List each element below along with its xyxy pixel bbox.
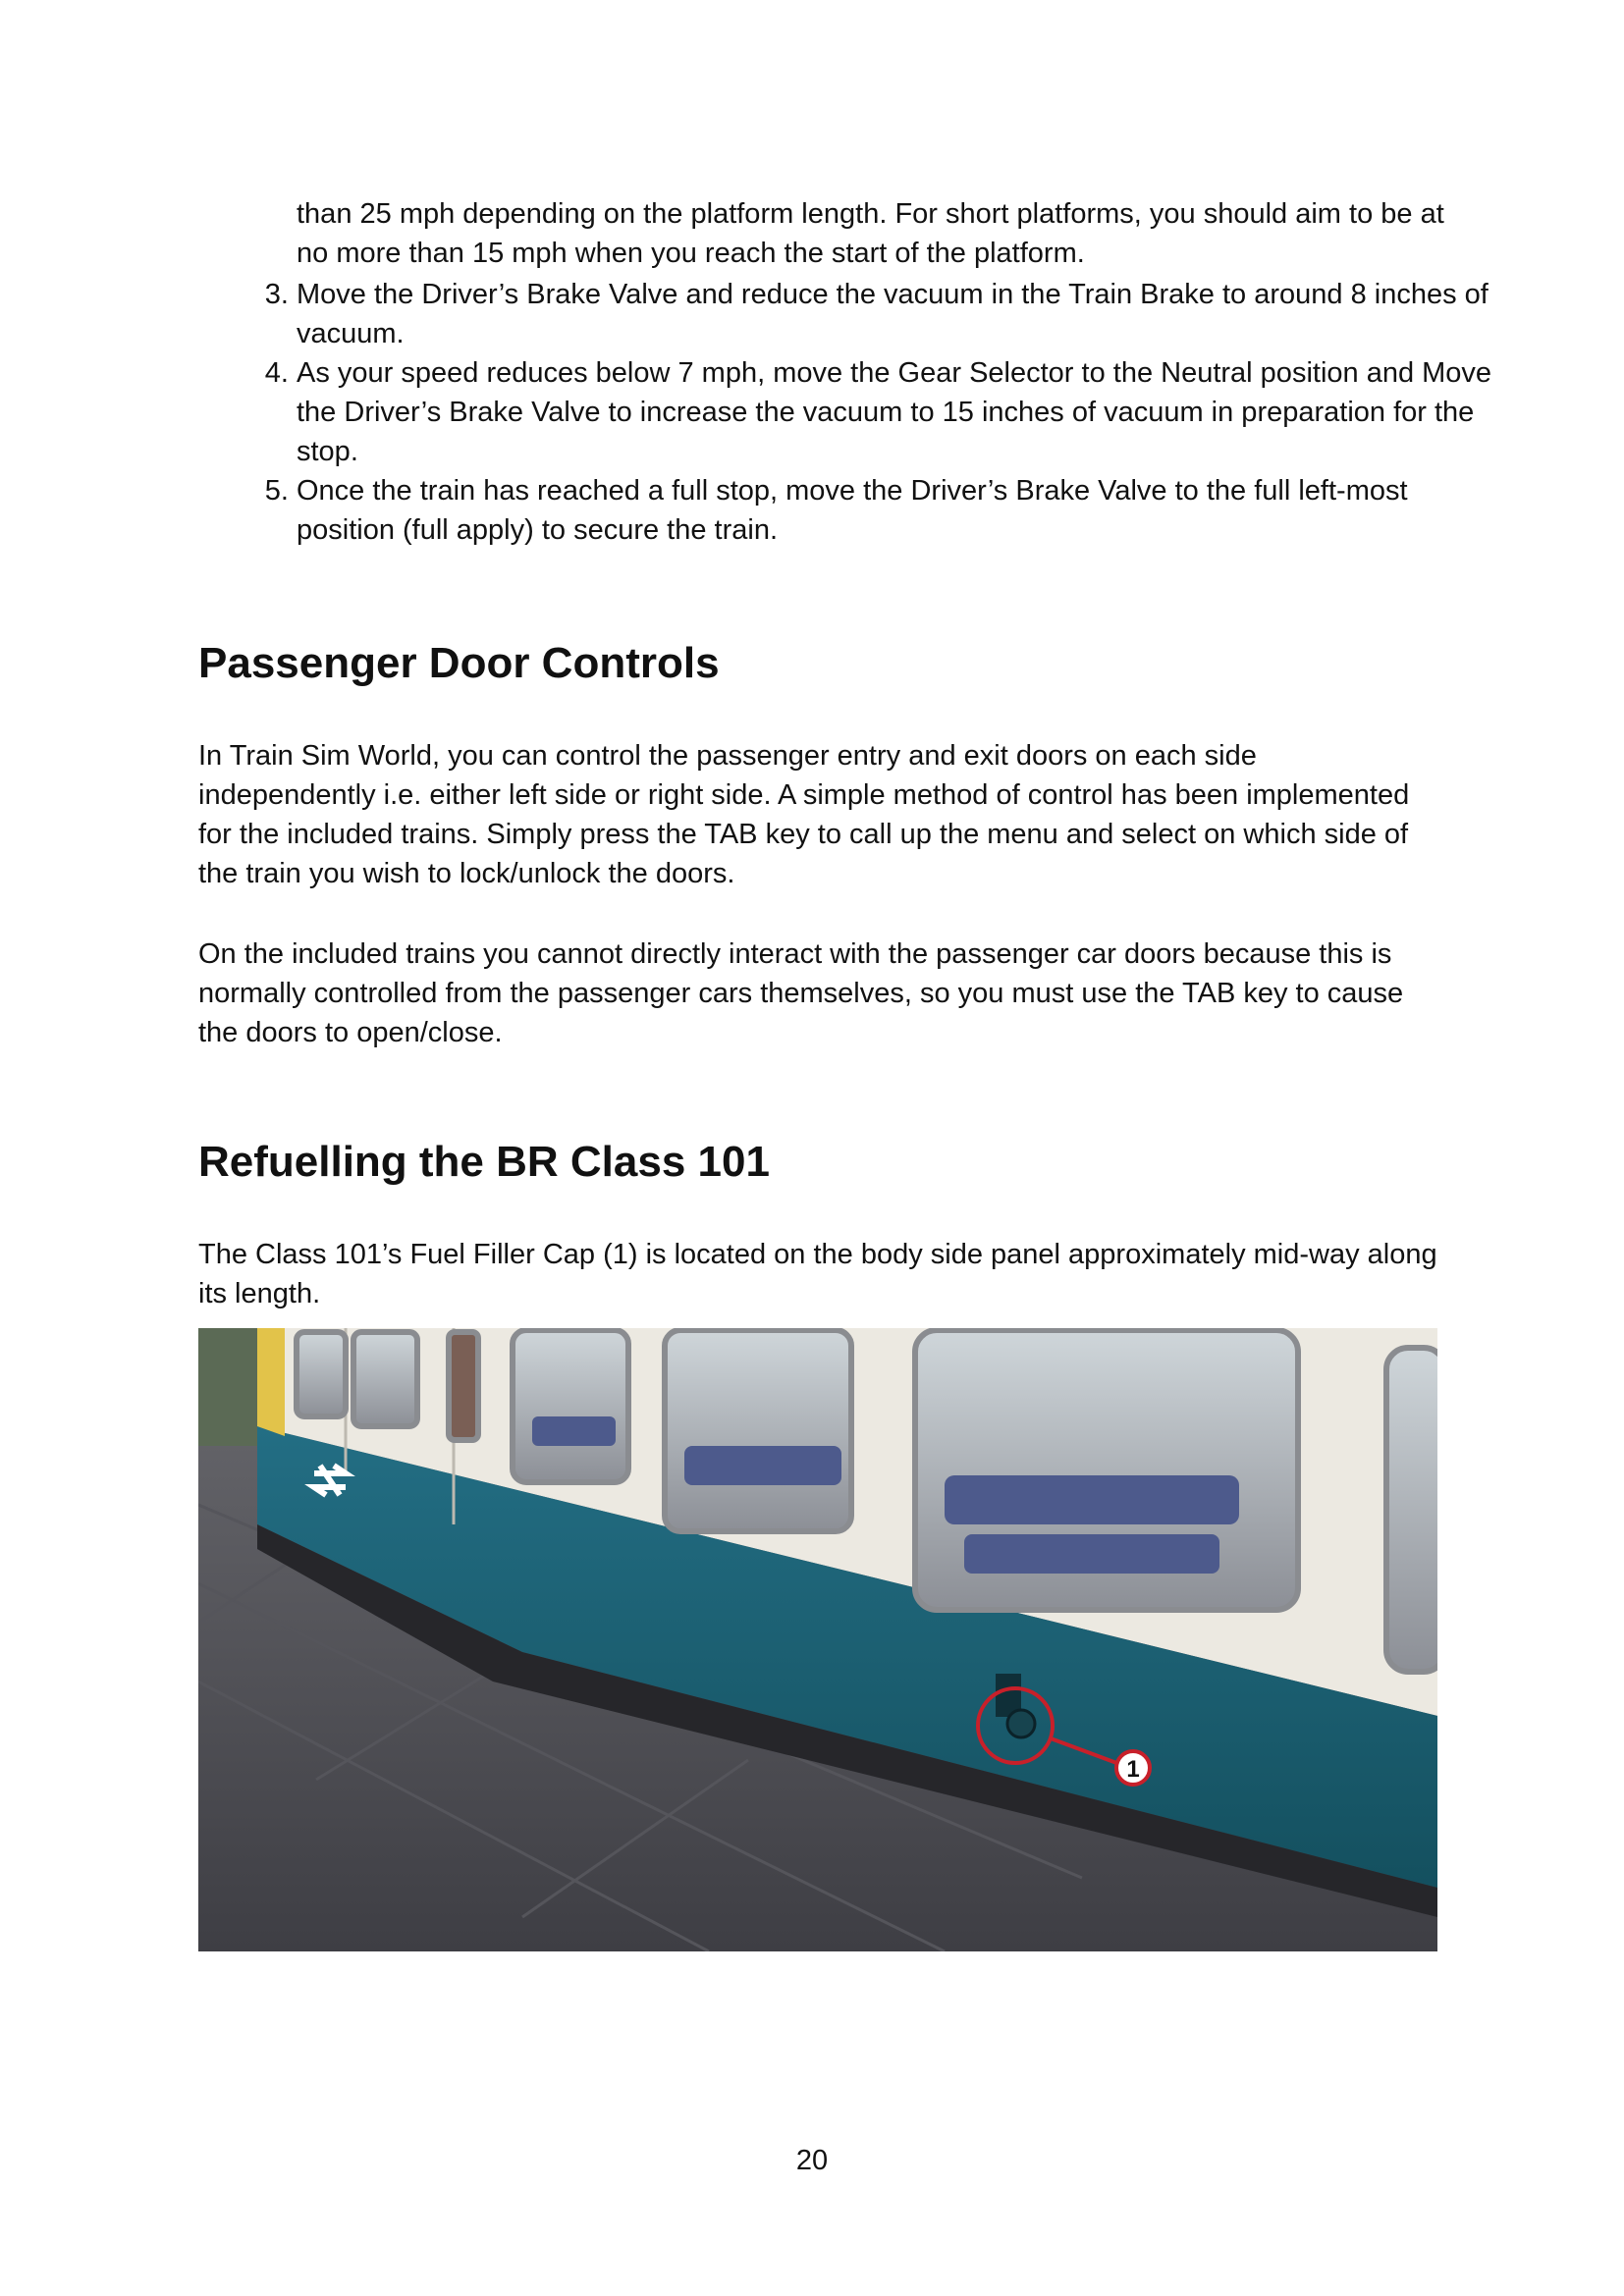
doors-paragraph-2: On the included trains you cannot directly interact with the passenger car doors because this is normally controlled from the passenger cars themselves, so you must use the TAB key to cause the doors to open/close. — [198, 938, 1404, 1048]
refuel-paragraph: The Class 101’s Fuel Filler Cap (1) is located on the body side panel approximately mid-way along its length. — [198, 1239, 1437, 1309]
steps-continuation-text: than 25 mph depending on the platform length. For short platforms, you should aim to be at no more than 15 mph when you reach the start of the platform. — [297, 198, 1444, 269]
background-trees — [198, 1328, 267, 1446]
procedure-steps-list — [245, 275, 1496, 550]
section-heading-refuelling: Refuelling the BR Class 101 — [198, 1138, 770, 1186]
doors-paragraph-1: In Train Sim World, you can control the passenger entry and exit doors on each side independently i.e. either left side or right side. A simple method of control has been implemented for the included trains. Simply press the TAB key to call up the menu and select on which side of the train you wish to lock/unlock the doors. — [198, 740, 1410, 889]
page-number: 20 — [795, 2145, 829, 2176]
section-heading-passenger-doors: Passenger Door Controls — [198, 639, 720, 687]
step-item: 3. Move the Driver’s Brake Valve and reduce the vacuum in the Train Brake to around 8 inches of vacuum. — [297, 275, 1496, 353]
callout-number: 1 — [1126, 1756, 1140, 1783]
step-item: 4. As your speed reduces below 7 mph, move the Gear Selector to the Neutral position and Move the Driver’s Brake Valve to increase the vacuum to 15 inches of vacuum in preparation for the stop. — [297, 353, 1496, 471]
train-fuel-cap-photo — [198, 1328, 1437, 1951]
fuel-filler-cap — [1007, 1710, 1035, 1737]
step-item: 5. Once the train has reached a full stop, move the Driver’s Brake Valve to the full left-most position (full apply) to secure the train. — [297, 471, 1496, 550]
